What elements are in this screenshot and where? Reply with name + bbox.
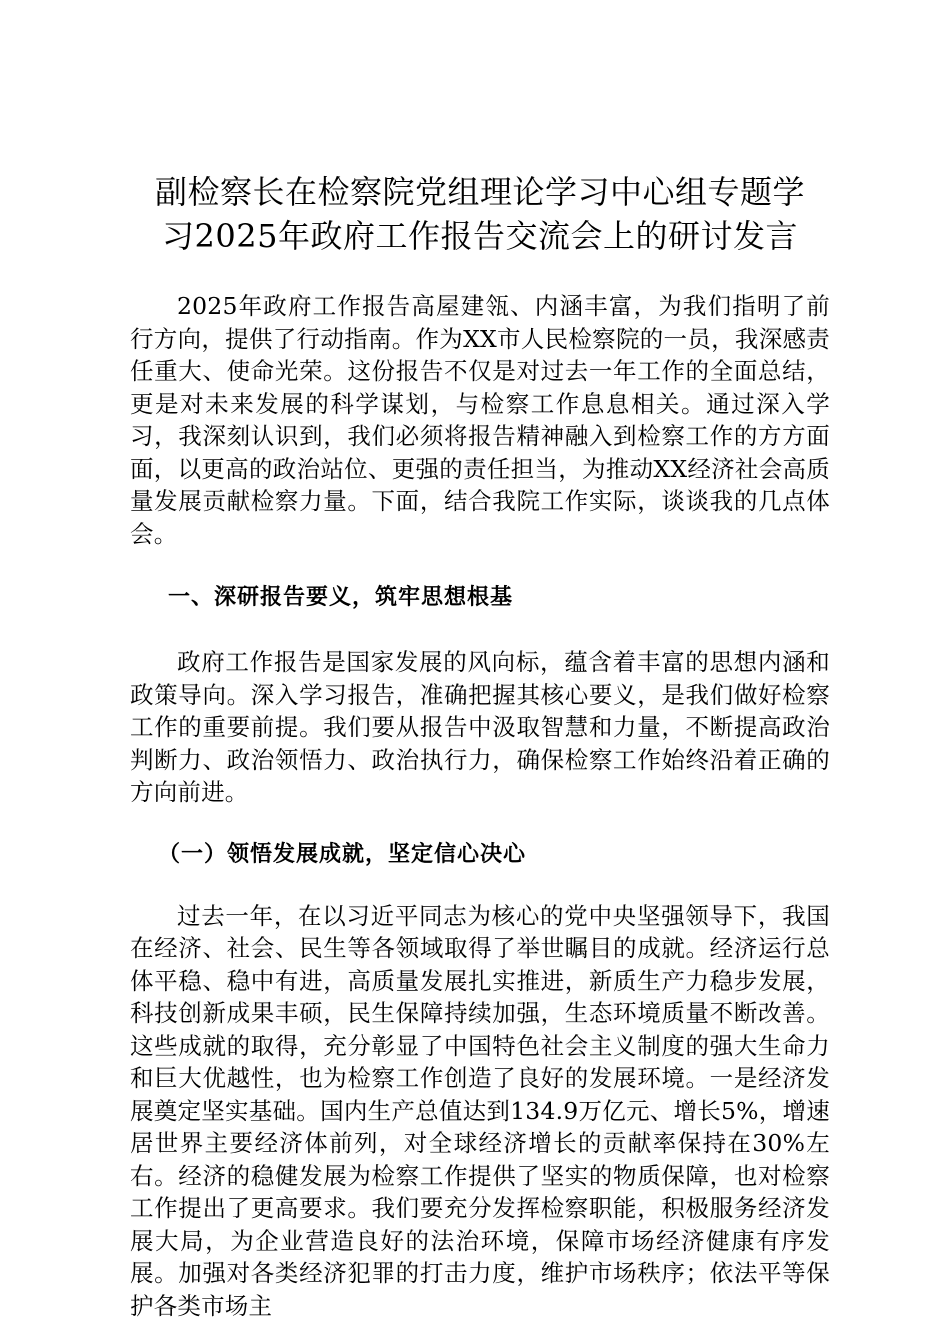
document-title xyxy=(130,170,830,258)
section-1-paragraph: 政府工作报告是国家发展的风向标，蕴含着丰富的思想内涵和政策导向。深入学习报告，准确把握其核心要义，是我们做好检察工作的重要前提。我们要从报告中汲取智慧和力量，不断提高政治判断力、政治领悟力、政治执行力，确保检察工作始终沿着正确的方向前进。 xyxy=(130,648,830,806)
document-page xyxy=(130,170,830,1322)
intro-paragraph: 2025年政府工作报告高屋建瓴、内涵丰富，为我们指明了前行方向，提供了行动指南。作为XX市人民检察院的一员，我深感责任重大、使命光荣。这份报告不仅是对过去一年工作的全面总结，更是对未来发展的科学谋划，与检察工作息息相关。通过深入学习，我深刻认识到，我们必须将报告精神融入到检察工作的方方面面，以更高的政治站位、更强的责任担当，为推动XX经济社会高质量发展贡献检察力量。下面，结合我院工作实际，谈谈我的几点体会。 xyxy=(130,292,830,548)
subsection-heading-1: （一）领悟发展成就，坚定信心决心 xyxy=(158,841,527,867)
section-heading-1: 一、深研报告要义，筑牢思想根基 xyxy=(168,585,514,610)
title-line-2: 习2025年政府工作报告交流会上的研讨发言 xyxy=(162,217,798,255)
subsection-1-paragraph: 过去一年，在以习近平同志为核心的党中央坚强领导下，我国在经济、社会、民生等各领域取得了举世瞩目的成就。经济运行总体平稳、稳中有进，高质量发展扎实推进，新质生产力稳步发展，科技创新成果丰硕，民生保障持续加强，生态环境质量不断改善。这些成就的取得，充分彰显了中国特色社会主义制度的强大生命力和巨大优越性，也为检察工作创造了良好的发展环境。一是经济发展奠定坚实基础。国内生产总值达到134.9万亿元、增长5%，增速居世界主要经济体前列，对全球经济增长的贡献率保持在30%左右。经济的稳健发展为检察工作提供了坚实的物质保障，也对检察工作提出了更高要求。我们要充分发挥检察职能，积极服务经济发展大局，为企业营造良好的法治环境，保障市场经济健康有序发展。加强对各类经济犯罪的打击力度，维护市场秩序；依法平等保护各类市场主 xyxy=(130,901,830,1320)
title-line-1: 副检察长在检察院党组理论学习中心组专题学 xyxy=(154,173,805,211)
